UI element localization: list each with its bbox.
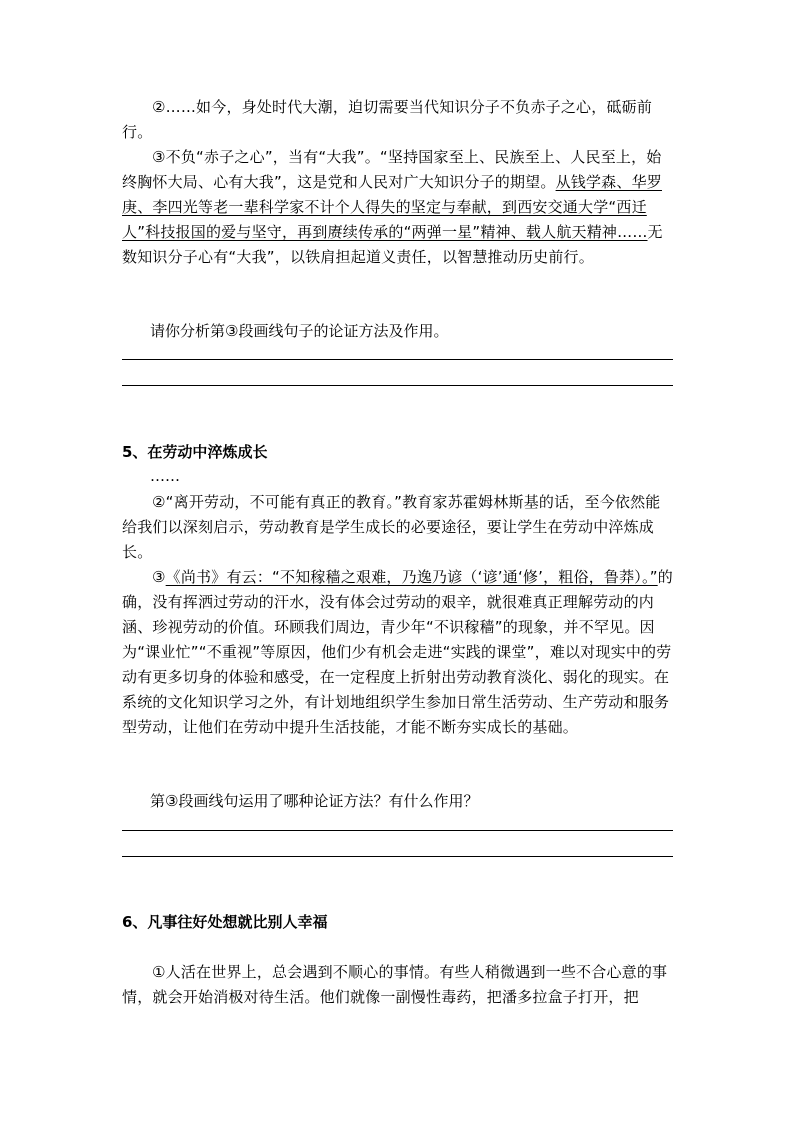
s4-p3-lead: ③不负“赤子之心”，当有“大我”。“坚持国家至上、民族至上、人民至上，始终胸怀大局、心有大我”，这是党和人民对广大知识分子的期望。 [122,148,662,191]
s4-question: 请你分析第③段画线句子的论证方法及作用。 [150,322,449,340]
s6-heading: 6、凡事往好处想就比别人幸福 [122,913,328,931]
s5-heading: 5、在劳动中淬炼成长 [122,443,268,461]
s5-question: 第③段画线句运用了哪种论证方法？有什么作用？ [150,792,479,810]
s4-p3-tail: 无数知识分子心有“大我”，以铁肩担起道义责任，以智慧推动历史前行。 [122,223,663,266]
s5-ellipsis: …… [150,467,180,485]
answer-line[interactable] [122,830,673,831]
s5-p3-lead: ③ [152,568,166,586]
s5-paragraph-3 [122,565,674,740]
s5-p3-tail: 的确，没有挥洒过劳动的汗水，没有体会过劳动的艰辛，就很难真正理解劳动的内涵、珍视劳动的价值。环顾我们周边，青少年“不识稼穑”的现象，并不罕见。因为“课业忙”“不重视”等原因，他们少有机会走进“实践的课堂”，难以对现实中的劳动有更多切身的体验和感受，在一定程度上折射出劳动教育淡化、弱化的现实。在系统的文化知识学习之外，有计划地组织学生参加日常生活劳动、生产劳动和服务型劳动，让他们在劳动中提升生活技能，才能不断夯实成长的基础。 [122,568,673,736]
s4-paragraph-2: ②……如今，身处时代大潮，迫切需要当代知识分子不负赤子之心，砥砺前行。 [122,98,653,141]
answer-line[interactable] [122,359,673,360]
s4-paragraph-3 [122,145,674,270]
s5-paragraph-2: ②“离开劳动，不可能有真正的教育。”教育家苏霍姆林斯基的话，至今依然能给我们以深刻启示，劳动教育是学生成长的必要途径，要让学生在劳动中淬炼成长。 [122,493,661,561]
answer-line[interactable] [122,385,673,386]
s5-p3-underlined: 《尚书》有云：“不知稼穑之艰难，乃逸乃谚（‘谚’通‘修’，粗俗，鲁莽）。” [165,568,658,586]
s4-p3-underlined: 从钱学森、华罗庚、李四光等老一辈科学家不计个人得失的坚定与奉献，到西安交通大学“西迁人”科技报国的爱与坚守，再到赓续传承的“两弹一星”精神、载人航天精神…… [122,173,662,241]
answer-line[interactable] [122,856,673,857]
s6-paragraph-1: ①人活在世界上，总会遇到不顺心的事情。有些人稍微遇到一些不合心意的事情，就会开始消极对待生活。他们就像一副慢性毒药，把潘多拉盒子打开，把 [122,963,668,1006]
